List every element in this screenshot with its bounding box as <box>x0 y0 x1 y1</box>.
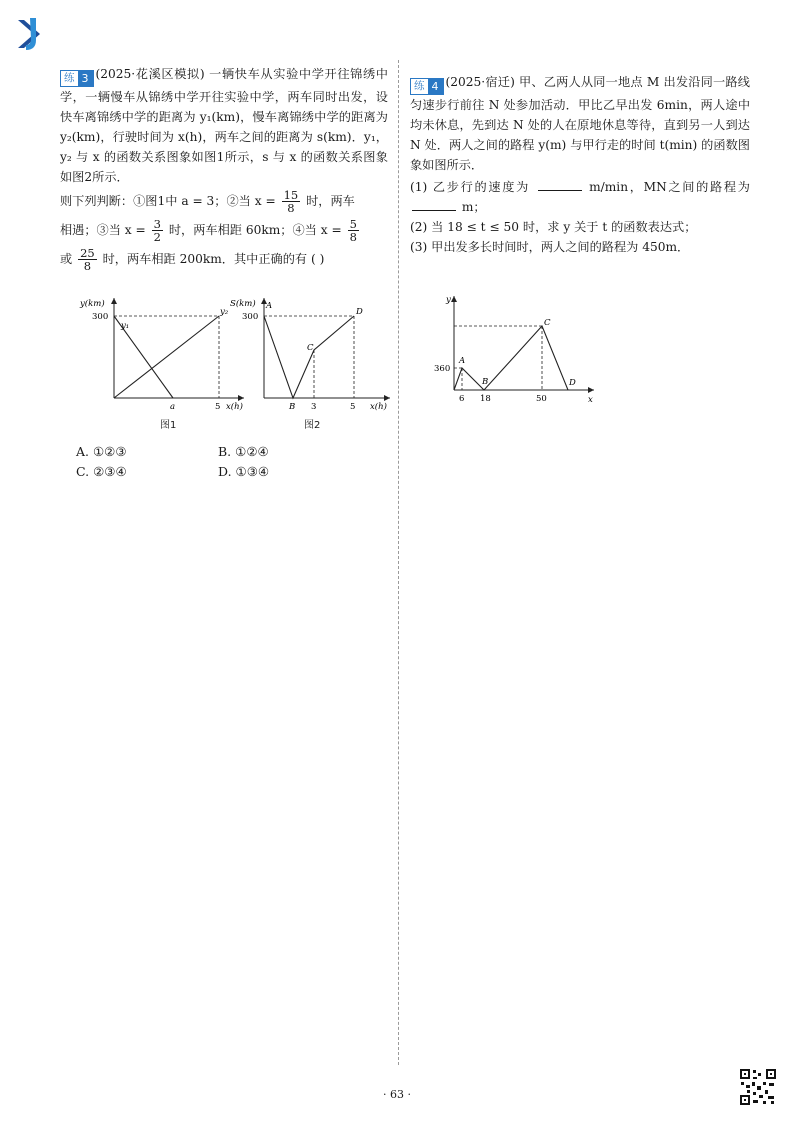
q4-point-b: B <box>482 377 489 387</box>
fig1-label-y2: y₂ <box>220 307 229 317</box>
choice-a[interactable]: A. ①②③ <box>76 444 127 459</box>
question-3-stem: (2025·花溪区模拟) 一辆快车从实验中学开往锦绣中学，一辆慢车从锦绣中学开往实验中学，两车同时出发，设快车离锦绣中学的距离为 y₁(km)，慢车离锦绣中学的距离为 y₂(km)，行驶时间为 x(h)，两车之间的距离为 s(km)．y₁，y₂ 与 x 的函数关系图象如图1所示，s 与 x 的函数关系图象如图2所示． <box>60 67 388 184</box>
fig2-point-d: D <box>356 307 363 317</box>
choice-c[interactable]: C. ②③④ <box>76 464 127 479</box>
fig2-xlabel: x(h) <box>370 402 387 412</box>
fig2-tick-5: 5 <box>350 402 356 412</box>
question-4-stem: (2025·宿迁) 甲、乙两人从同一地点 M 出发沿同一路线匀速步行前往 N 处参加活动．甲比乙早出发 6min，两人途中均未休息，先到达 N 处的人在原地休息等待，直到另一人到达 N 处．两人之间的路程 y(m) 与甲行走的时间 t(min) 的函数图象如图所示． <box>410 75 751 172</box>
page-number: · 63 · <box>383 1088 411 1101</box>
fig2-point-b: B <box>289 402 296 412</box>
fig1-ylabel: y(km) <box>80 299 105 309</box>
figure-2-graph <box>226 294 394 412</box>
figure-1-graph <box>76 294 248 412</box>
fig1-xlabel: x(h) <box>226 402 243 412</box>
fig2-polyline <box>264 316 354 398</box>
choice-d[interactable]: D. ①③④ <box>218 464 270 479</box>
publisher-logo <box>14 14 48 54</box>
q4-tick-6: 6 <box>459 394 465 404</box>
question-3: 练 3 (2025·花溪区模拟) 一辆快车从实验中学开往锦绣中学，一辆慢车从锦绣中学开往实验中学，两车同时出发，设快车离锦绣中学的距离为 y₁(km)，慢车离锦绣中学的距离为 y₂(km)，行驶时间为 x(h)，两车之间的距离为 s(km)．y₁，y₂ 与 x 的函数关系图象如图1所示，s 与 x 的函数关系图象如图2所示． 则下列判断：①图1中 a = 3；②当 x = $\frac{15}{8}$ 时，两车 相遇；③当 x = $\frac{3}{2}$ 时，两车相距 60km；④当 x = $\frac{5}{8}$ 或 $\frac{25}{8}$ 时，两车相距 200km．其中正确的有 ( ) <box>60 67 388 273</box>
q4-point-a: A <box>459 356 466 366</box>
figure-2-caption: 图2 <box>304 420 321 431</box>
fig2-point-c: C <box>307 343 314 353</box>
fig1-line-y2 <box>114 316 219 398</box>
q4-point-c: C <box>544 318 551 328</box>
sub-question-2: (2) 当 18 ≤ t ≤ 50 时，求 y 关于 t 的函数表达式； <box>410 220 697 234</box>
sub-question-3: (3) 甲出发多长时间时，两人之间的路程为 450m． <box>410 240 690 254</box>
fig1-tick-5: 5 <box>215 402 221 412</box>
q4-xlabel: x <box>588 395 593 405</box>
question-badge: 练 4 <box>410 78 444 95</box>
q4-ylabel: y <box>446 295 451 305</box>
q4-point-d: D <box>569 378 576 388</box>
answer-blank[interactable] <box>412 198 456 211</box>
fraction: $\frac{5}{8}$ <box>349 217 357 244</box>
question-4-graph <box>428 292 598 410</box>
fig2-ylabel: S(km) <box>230 299 256 309</box>
fig1-tick-a: a <box>170 402 176 412</box>
answer-choices <box>76 442 376 482</box>
figure-1-caption: 图1 <box>160 420 177 431</box>
fig2-tick-3: 3 <box>311 402 317 412</box>
q4-y360: 360 <box>434 364 451 374</box>
q4-tick-18: 18 <box>480 394 491 404</box>
choice-b[interactable]: B. ①②④ <box>218 444 269 459</box>
q4-tick-50: 50 <box>536 394 547 404</box>
fig1-label-y1: y₁ <box>121 321 130 331</box>
fraction: $\frac{25}{8}$ <box>80 246 95 273</box>
question-4: 练 4 (2025·宿迁) 甲、乙两人从同一地点 M 出发沿同一路线匀速步行前往 N 处参加活动．甲比乙早出发 6min，两人途中均未休息，先到达 N 处的人在原地休息等待，直到另一人到达 N 处．两人之间的路程 y(m) 与甲行走的时间 t(min) 的函数图象如图所示． (1) 乙步行的速度为 m/min，MN之间的路程为 m； (2) 当 18 ≤ t ≤ 50 时，求 y 关于 t 的函数表达式； (3) 甲出发多长时间时，两人之间的路程为 450m． <box>410 72 750 257</box>
fraction: $\frac{15}{8}$ <box>283 188 299 215</box>
column-divider <box>398 60 399 1065</box>
fig1-y300: 300 <box>92 312 109 322</box>
question-badge: 练 3 <box>60 70 94 87</box>
fraction: $\frac{3}{2}$ <box>153 217 161 244</box>
fig2-point-a: A <box>266 301 273 311</box>
fig2-y300: 300 <box>242 312 259 322</box>
q4-polyline <box>454 326 568 390</box>
answer-blank[interactable] <box>538 178 582 191</box>
qr-code-icon[interactable] <box>739 1068 777 1106</box>
